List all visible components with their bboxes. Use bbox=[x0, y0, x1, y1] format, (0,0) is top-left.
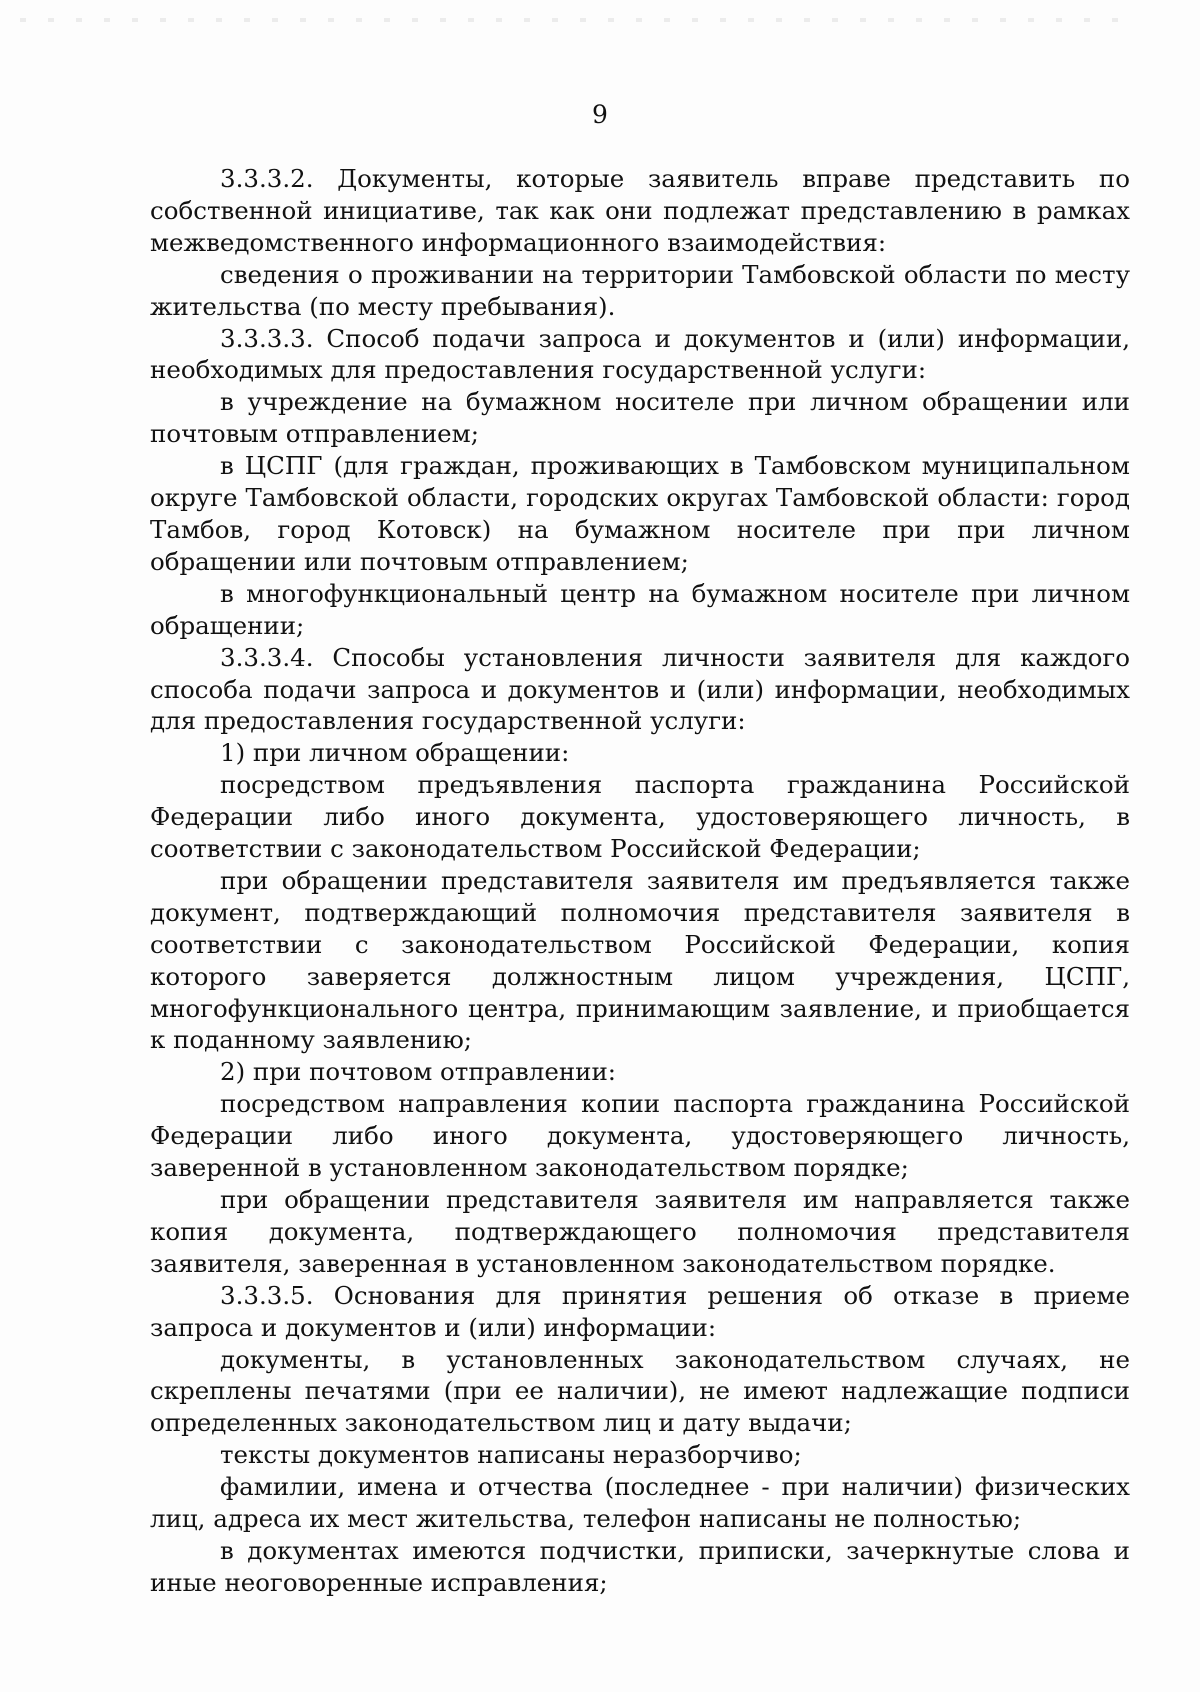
scan-artifact bbox=[20, 18, 1130, 22]
list-item-personal-appeal: 1) при личном обращении: bbox=[220, 738, 570, 768]
paragraph: сведения о проживании на территории Тамбовской области по месту жительства (по месту пребывания). bbox=[150, 259, 1130, 321]
paragraph-3-3-3-4: 3.3.3.4. Способы установления личности заявителя для каждого способа подачи запроса и документов и (или) информации, необходимых для предоставления государственной услуги: bbox=[150, 642, 1130, 736]
paragraph: при обращении представителя заявителя им предъявляется также документ, подтверждающий полномочия представителя заявителя в соответствии с законодательством Российской Федерации, копия которого заверяется должностным лицом учреждения, ЦСПГ, многофункционального центра, принимающим заявление, и приобщается к поданному заявлению; bbox=[150, 865, 1130, 1055]
paragraph-3-3-3-2: 3.3.3.2. Документы, которые заявитель вправе представить по собственной инициативе, так как они подлежат представлению в рамках межведомственного информационного взаимодействия: bbox=[150, 164, 1130, 257]
paragraph: фамилии, имена и отчества (последнее - при наличии) физических лиц, адреса их мест жительства, телефон написаны не полностью; bbox=[150, 1472, 1130, 1534]
paragraph-3-3-3-3: 3.3.3.3. Способ подачи запроса и документов и (или) информации, необходимых для предоставления государственной услуги: bbox=[150, 323, 1130, 385]
paragraph: тексты документов написаны неразборчиво; bbox=[220, 1440, 802, 1470]
page-number: 9 bbox=[592, 100, 608, 129]
list-item-postal-delivery: 2) при почтовом отправлении: bbox=[220, 1057, 617, 1087]
paragraph: в ЦСПГ (для граждан, проживающих в Тамбовском муниципальном округе Тамбовской области, городских округах Тамбовской области: город Тамбов, город Котовск) на бумажном носителе при при личном обращении или почтовым отправлением; bbox=[150, 451, 1130, 576]
document-body bbox=[150, 163, 1130, 1599]
paragraph: посредством предъявления паспорта гражданина Российской Федерации либо иного документа, удостоверяющего личность, в соответствии с законодательством Российской Федерации; bbox=[150, 770, 1130, 864]
paragraph: при обращении представителя заявителя им направляется также копия документа, подтверждающего полномочия представителя заявителя, заверенная в установленном законодательством порядке. bbox=[150, 1185, 1130, 1278]
paragraph: в учреждение на бумажном носителе при личном обращении или почтовым отправлением; bbox=[150, 387, 1130, 449]
paragraph: в документах имеются подчистки, приписки, зачеркнутые слова и иные неоговоренные исправления; bbox=[150, 1535, 1130, 1597]
paragraph: в многофункциональный центр на бумажном носителе при личном обращении; bbox=[150, 578, 1130, 640]
paragraph-3-3-3-5: 3.3.3.5. Основания для принятия решения об отказе в приеме запроса и документов и (или) информации: bbox=[150, 1280, 1130, 1342]
paragraph: посредством направления копии паспорта гражданина Российской Федерации либо иного документа, удостоверяющего личность, заверенной в установленном законодательством порядке; bbox=[150, 1089, 1130, 1183]
paragraph: документы, в установленных законодательством случаях, не скреплены печатями (при ее наличии), не имеют надлежащие подписи определенных законодательством лиц и дату выдачи; bbox=[150, 1344, 1130, 1438]
